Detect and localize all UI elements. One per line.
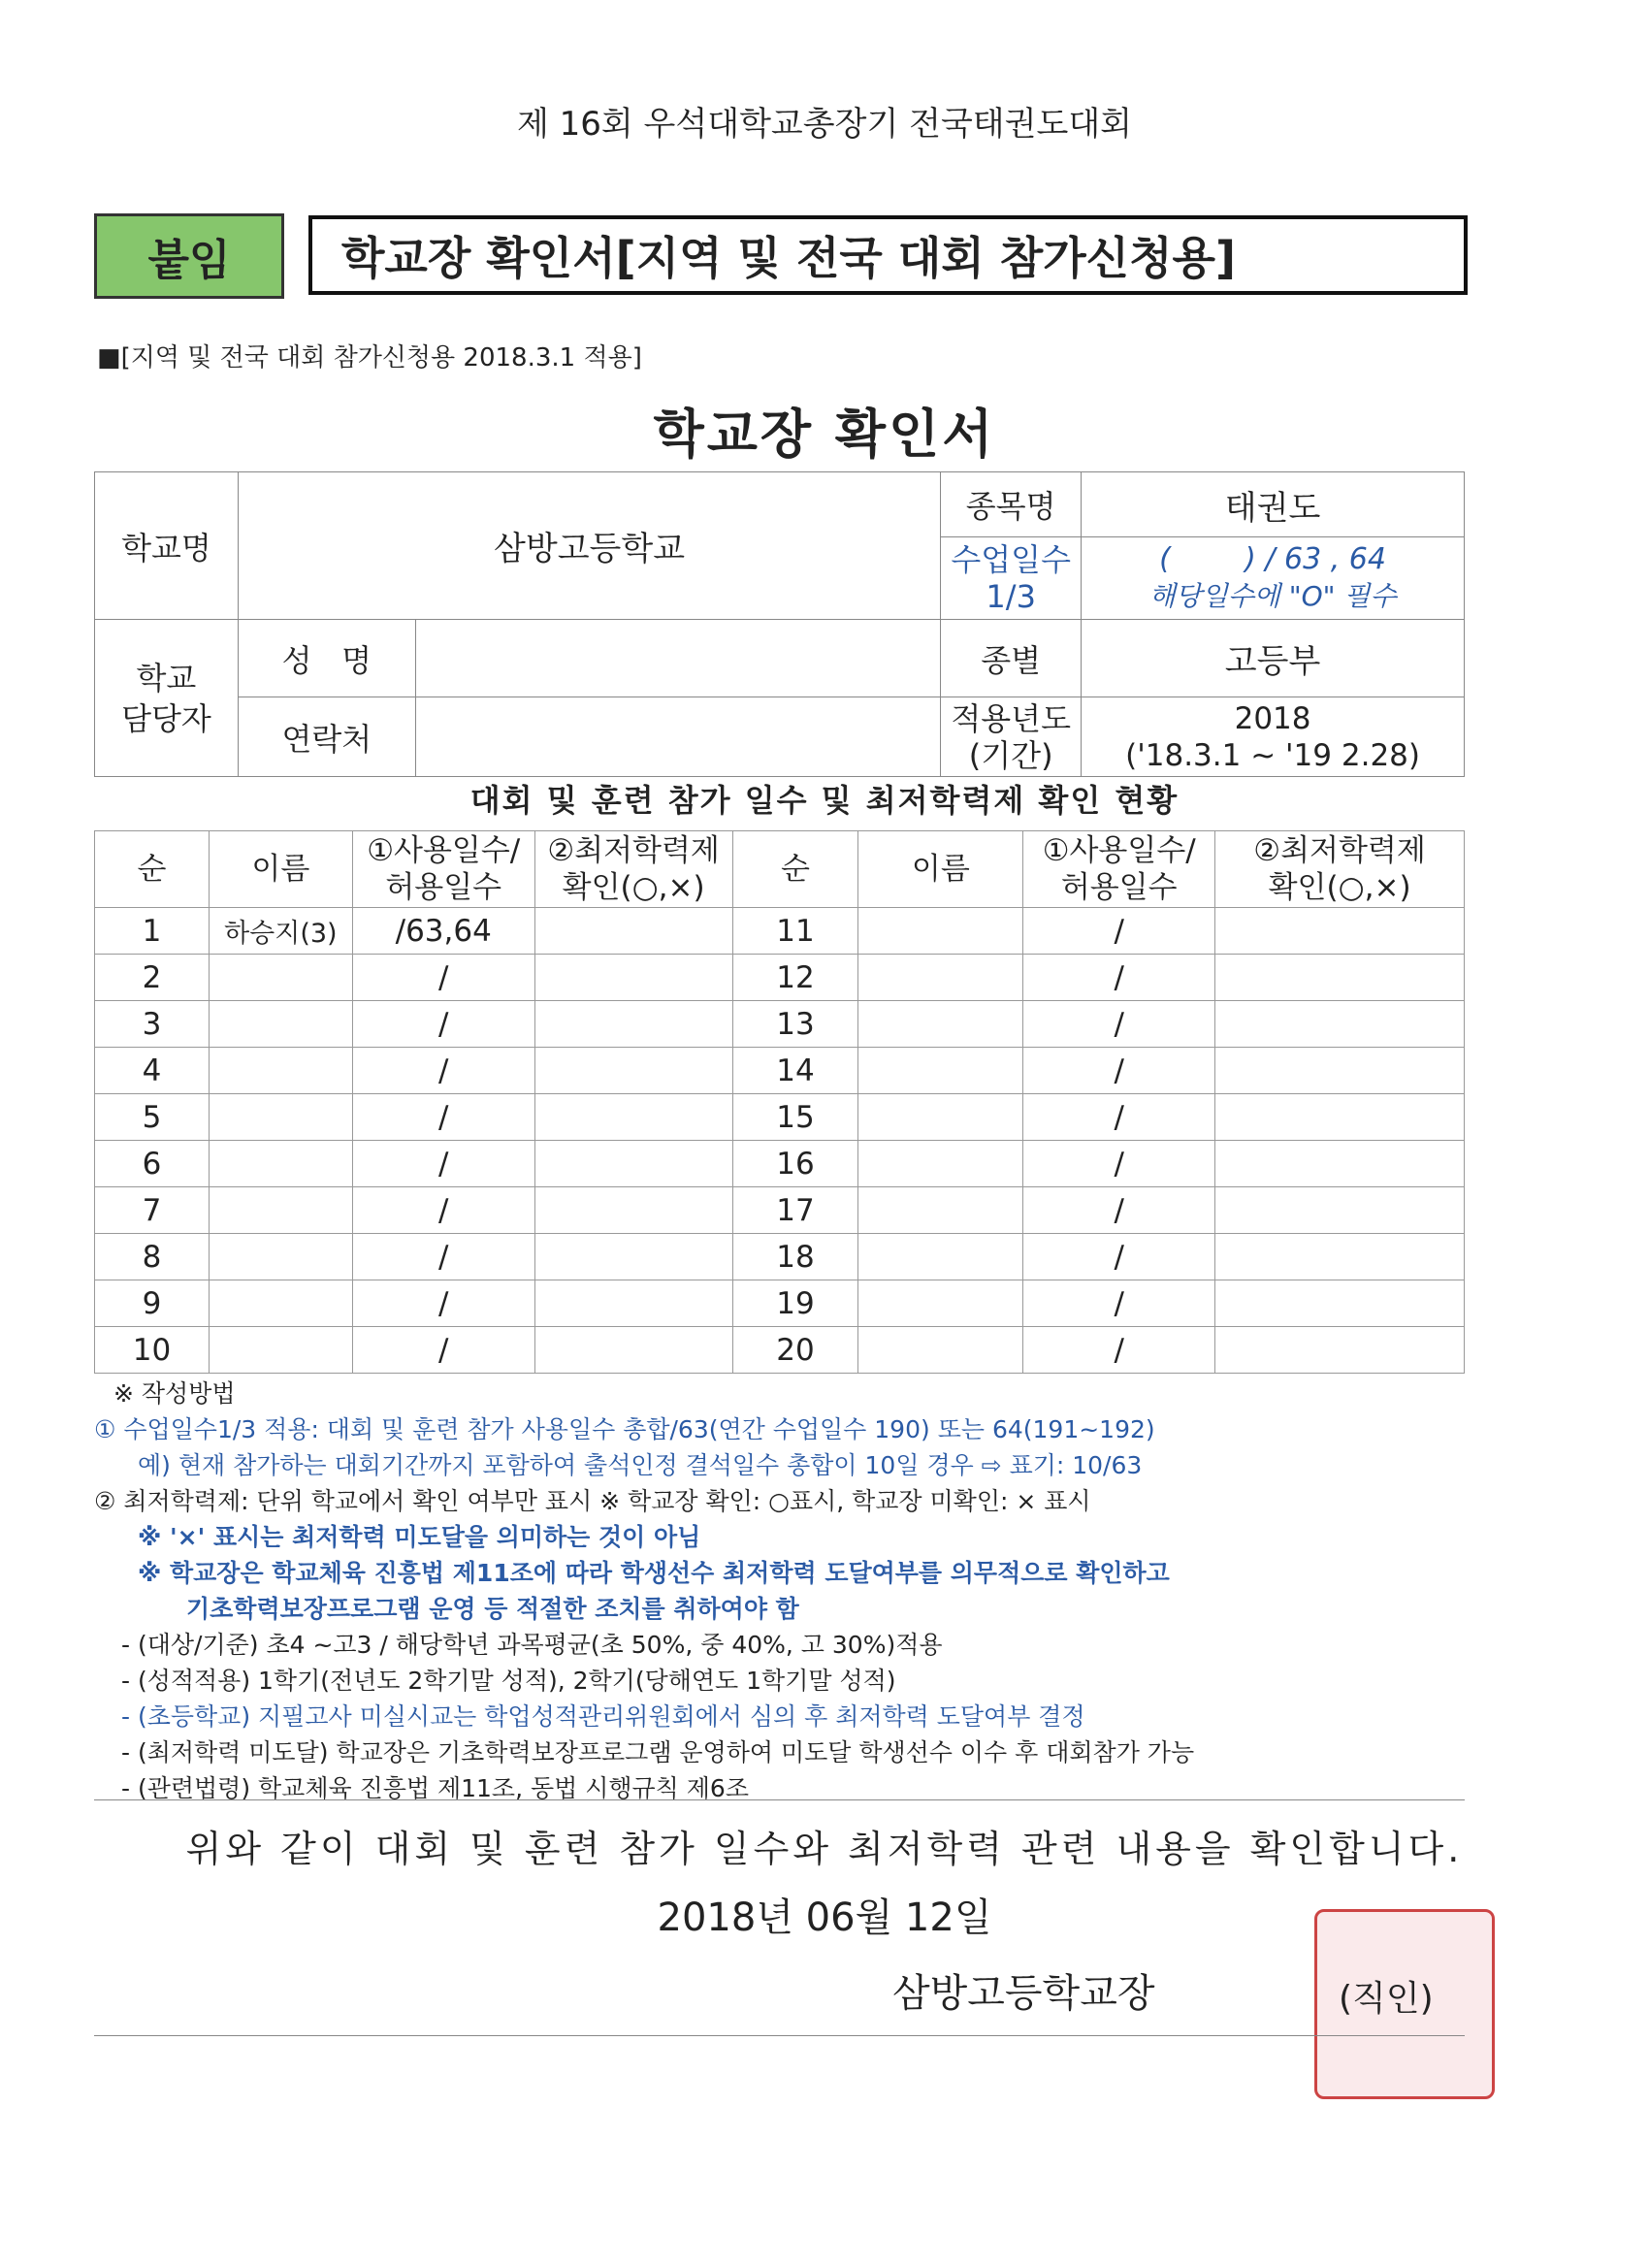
row-name[interactable] bbox=[209, 1094, 352, 1141]
row-days: / bbox=[1023, 1141, 1215, 1187]
notes-heading: ※ 작성방법 bbox=[113, 1379, 236, 1408]
name-label: 성 명 bbox=[238, 620, 415, 697]
row-name[interactable] bbox=[858, 1327, 1023, 1374]
table-row bbox=[95, 1094, 1465, 1141]
row-check[interactable] bbox=[1215, 1327, 1465, 1374]
row-days: / bbox=[1023, 1234, 1215, 1280]
period-label: (기간) bbox=[968, 736, 1053, 774]
seal-label: (직인) bbox=[1339, 1979, 1434, 2019]
row-check[interactable] bbox=[534, 1141, 732, 1187]
row-name[interactable] bbox=[858, 1001, 1023, 1048]
divider-bottom bbox=[94, 2035, 1465, 2036]
row-no: 11 bbox=[732, 908, 858, 955]
phone-field[interactable] bbox=[415, 697, 940, 777]
row-name[interactable] bbox=[209, 1048, 352, 1094]
row-name[interactable] bbox=[858, 1280, 1023, 1327]
row-no: 8 bbox=[95, 1234, 210, 1280]
row-no: 19 bbox=[732, 1280, 858, 1327]
year-label-cell bbox=[941, 697, 1082, 777]
row-check[interactable] bbox=[534, 1327, 732, 1374]
col-check-right bbox=[1215, 831, 1465, 908]
row-name[interactable] bbox=[858, 1187, 1023, 1234]
row-check[interactable] bbox=[534, 908, 732, 955]
row-name[interactable] bbox=[858, 1094, 1023, 1141]
row-name[interactable] bbox=[858, 908, 1023, 955]
attachment-tag: 붙임 bbox=[94, 213, 284, 299]
class-days-label: 수업일수 bbox=[951, 541, 1071, 578]
year-label: 적용년도 bbox=[951, 699, 1071, 737]
year-cell bbox=[1082, 697, 1465, 777]
sub-note: ■[지역 및 전국 대회 참가신청용 2018.3.1 적용] bbox=[97, 343, 642, 373]
row-days: / bbox=[352, 1280, 534, 1327]
row-days: / bbox=[352, 1234, 534, 1280]
table-row bbox=[95, 1048, 1465, 1094]
class-days-fraction: 1/3 bbox=[986, 578, 1036, 615]
table-row bbox=[95, 1001, 1465, 1048]
note-line7: - (대상/기준) 초4 ~고3 / 해당학년 과목평균(초 50%, 중 40%, 고 30%)적용 bbox=[121, 1631, 943, 1659]
row-no: 7 bbox=[95, 1187, 210, 1234]
row-days: / bbox=[1023, 908, 1215, 955]
phone-label: 연락처 bbox=[238, 697, 415, 777]
writing-notes bbox=[94, 1376, 1481, 1806]
school-name: 삼방고등학교 bbox=[238, 472, 940, 620]
row-name[interactable] bbox=[209, 1280, 352, 1327]
row-name[interactable] bbox=[858, 1048, 1023, 1094]
section-heading: 대회 및 훈련 참가 일수 및 최저학력제 확인 현황 bbox=[469, 782, 1180, 819]
row-name[interactable] bbox=[858, 1234, 1023, 1280]
row-check[interactable] bbox=[534, 1280, 732, 1327]
name-field[interactable] bbox=[415, 620, 940, 697]
row-name[interactable] bbox=[858, 955, 1023, 1001]
col-check-line1: ②최저학력제 bbox=[547, 833, 720, 868]
sport: 태권도 bbox=[1082, 472, 1465, 537]
sport-label: 종목명 bbox=[941, 472, 1082, 537]
row-no: 5 bbox=[95, 1094, 210, 1141]
row-days: /63,64 bbox=[352, 908, 534, 955]
row-check[interactable] bbox=[1215, 1094, 1465, 1141]
table-row bbox=[95, 1187, 1465, 1234]
confirm-statement: 위와 같이 대회 및 훈련 참가 일수와 최저학력 관련 내용을 확인합니다. bbox=[185, 1828, 1464, 1870]
row-no: 18 bbox=[732, 1234, 858, 1280]
row-days: / bbox=[352, 1187, 534, 1234]
row-check[interactable] bbox=[1215, 955, 1465, 1001]
row-check[interactable] bbox=[534, 1094, 732, 1141]
note-line6: 기초학력보장프로그램 운영 등 적절한 조치를 취하여야 함 bbox=[186, 1595, 799, 1623]
row-no: 13 bbox=[732, 1001, 858, 1048]
note-line1: ① 수업일수1/3 적용: 대회 및 훈련 참가 사용일수 총합/63(연간 수업일수 190) 또는 64(191~192) bbox=[94, 1415, 1155, 1443]
row-check[interactable] bbox=[534, 1187, 732, 1234]
row-check[interactable] bbox=[1215, 1048, 1465, 1094]
row-name[interactable] bbox=[858, 1141, 1023, 1187]
row-days: / bbox=[1023, 1094, 1215, 1141]
note-line3: ② 최저학력제: 단위 학교에서 확인 여부만 표시 ※ 학교장 확인: ○표시, 학교장 미확인: × 표시 bbox=[94, 1487, 1091, 1515]
col-check-line2: 확인(○,×) bbox=[562, 870, 705, 905]
row-check[interactable] bbox=[534, 1234, 732, 1280]
col-days-right bbox=[1023, 831, 1215, 908]
col-name: 이름 bbox=[209, 831, 352, 908]
note-line9: - (초등학교) 지필고사 미실시교는 학업성적관리위원회에서 심의 후 최저학력 도달여부 결정 bbox=[121, 1702, 1085, 1731]
row-name[interactable] bbox=[209, 1327, 352, 1374]
row-no: 14 bbox=[732, 1048, 858, 1094]
row-no: 10 bbox=[95, 1327, 210, 1374]
row-days: / bbox=[1023, 1001, 1215, 1048]
col-no-right: 순 bbox=[732, 831, 858, 908]
row-check[interactable] bbox=[534, 955, 732, 1001]
col-no: 순 bbox=[95, 831, 210, 908]
row-check[interactable] bbox=[1215, 1141, 1465, 1187]
row-no: 3 bbox=[95, 1001, 210, 1048]
row-no: 16 bbox=[732, 1141, 858, 1187]
row-check[interactable] bbox=[1215, 1187, 1465, 1234]
table-row bbox=[95, 1234, 1465, 1280]
row-no: 20 bbox=[732, 1327, 858, 1374]
division-label: 종별 bbox=[941, 620, 1082, 697]
note-line5: ※ 학교장은 학교체육 진흥법 제11조에 따라 학생선수 최저학력 도달여부를 의무적으로 확인하고 bbox=[138, 1559, 1170, 1587]
table-row bbox=[95, 955, 1465, 1001]
box-title: 학교장 확인서[지역 및 전국 대회 참가신청용] bbox=[308, 215, 1468, 295]
row-check[interactable] bbox=[1215, 1001, 1465, 1048]
note-line11: - (관련법령) 학교체육 진흥법 제11조, 동법 시행규칙 제6조 bbox=[121, 1774, 749, 1802]
row-no: 17 bbox=[732, 1187, 858, 1234]
row-days: / bbox=[1023, 955, 1215, 1001]
row-check[interactable] bbox=[1215, 1280, 1465, 1327]
row-days: / bbox=[352, 1141, 534, 1187]
division: 고등부 bbox=[1082, 620, 1465, 697]
note-line4: ※ '×' 표시는 최저학력 미도달을 의미하는 것이 아님 bbox=[138, 1523, 701, 1551]
year: 2018 bbox=[1234, 700, 1311, 736]
principal-name: 삼방고등학교장 bbox=[892, 1971, 1155, 2016]
participation-table bbox=[94, 830, 1465, 1374]
contact-label: 학교 담당자 bbox=[95, 620, 239, 777]
row-days: / bbox=[1023, 1187, 1215, 1234]
row-days: / bbox=[352, 955, 534, 1001]
row-no: 1 bbox=[95, 908, 210, 955]
row-check[interactable] bbox=[534, 1048, 732, 1094]
row-name[interactable] bbox=[209, 1187, 352, 1234]
row-check[interactable] bbox=[1215, 1234, 1465, 1280]
row-days: / bbox=[352, 1094, 534, 1141]
table-row bbox=[95, 908, 1465, 955]
col-check-line1-right: ②최저학력제 bbox=[1253, 833, 1426, 868]
class-days-note: 해당일수에 "O" 필수 bbox=[1148, 580, 1397, 612]
row-no: 12 bbox=[732, 955, 858, 1001]
school-name-label: 학교명 bbox=[95, 472, 239, 620]
row-days: / bbox=[1023, 1048, 1215, 1094]
row-no: 15 bbox=[732, 1094, 858, 1141]
note-line10: - (최저학력 미도달) 학교장은 기초학력보장프로그램 운영하여 미도달 학생선수 이수 후 대회참가 가능 bbox=[121, 1738, 1195, 1766]
row-no: 4 bbox=[95, 1048, 210, 1094]
class-days-value: ( ) / 63 , 64 bbox=[1159, 542, 1386, 576]
main-title: 학교장 확인서 bbox=[653, 404, 996, 465]
col-name-right: 이름 bbox=[858, 831, 1023, 908]
col-days-line1-right: ①사용일수/ bbox=[1042, 833, 1196, 868]
divider-top bbox=[94, 1799, 1465, 1800]
row-no: 2 bbox=[95, 955, 210, 1001]
row-check[interactable] bbox=[1215, 908, 1465, 955]
row-days: / bbox=[352, 1048, 534, 1094]
row-days: / bbox=[1023, 1280, 1215, 1327]
class-days-label-cell bbox=[941, 537, 1082, 620]
row-name[interactable] bbox=[209, 955, 352, 1001]
col-check bbox=[534, 831, 732, 908]
row-check[interactable] bbox=[534, 1001, 732, 1048]
note-line2: 예) 현재 참가하는 대회기간까지 포함하여 출석인정 결석일수 총합이 10일 경우 ⇨ 표기: 10/63 bbox=[138, 1451, 1143, 1479]
col-check-line2-right: 확인(○,×) bbox=[1268, 870, 1411, 905]
row-days: / bbox=[1023, 1327, 1215, 1374]
table-row bbox=[95, 1280, 1465, 1327]
row-name[interactable]: 하승지(3) bbox=[209, 908, 352, 955]
col-days-line1: ①사용일수/ bbox=[367, 833, 521, 868]
row-name[interactable] bbox=[209, 1234, 352, 1280]
row-days: / bbox=[352, 1001, 534, 1048]
row-days: / bbox=[352, 1327, 534, 1374]
row-name[interactable] bbox=[209, 1141, 352, 1187]
table-row bbox=[95, 1141, 1465, 1187]
info-table bbox=[94, 471, 1465, 777]
col-days-line2: 허용일수 bbox=[385, 870, 502, 905]
table-row bbox=[95, 1327, 1465, 1374]
issue-date: 2018년 06월 12일 bbox=[657, 1895, 992, 1940]
col-days bbox=[352, 831, 534, 908]
row-name[interactable] bbox=[209, 1001, 352, 1048]
period: ('18.3.1 ~ '19 2.28) bbox=[1125, 737, 1420, 773]
event-title: 제 16회 우석대학교총장기 전국태권도대회 bbox=[516, 105, 1133, 144]
row-no: 6 bbox=[95, 1141, 210, 1187]
row-no: 9 bbox=[95, 1280, 210, 1327]
class-days-cell bbox=[1082, 537, 1465, 620]
col-days-line2-right: 허용일수 bbox=[1060, 870, 1178, 905]
note-line8: - (성적적용) 1학기(전년도 2학기말 성적), 2학기(당해연도 1학기말 성적) bbox=[121, 1667, 896, 1695]
